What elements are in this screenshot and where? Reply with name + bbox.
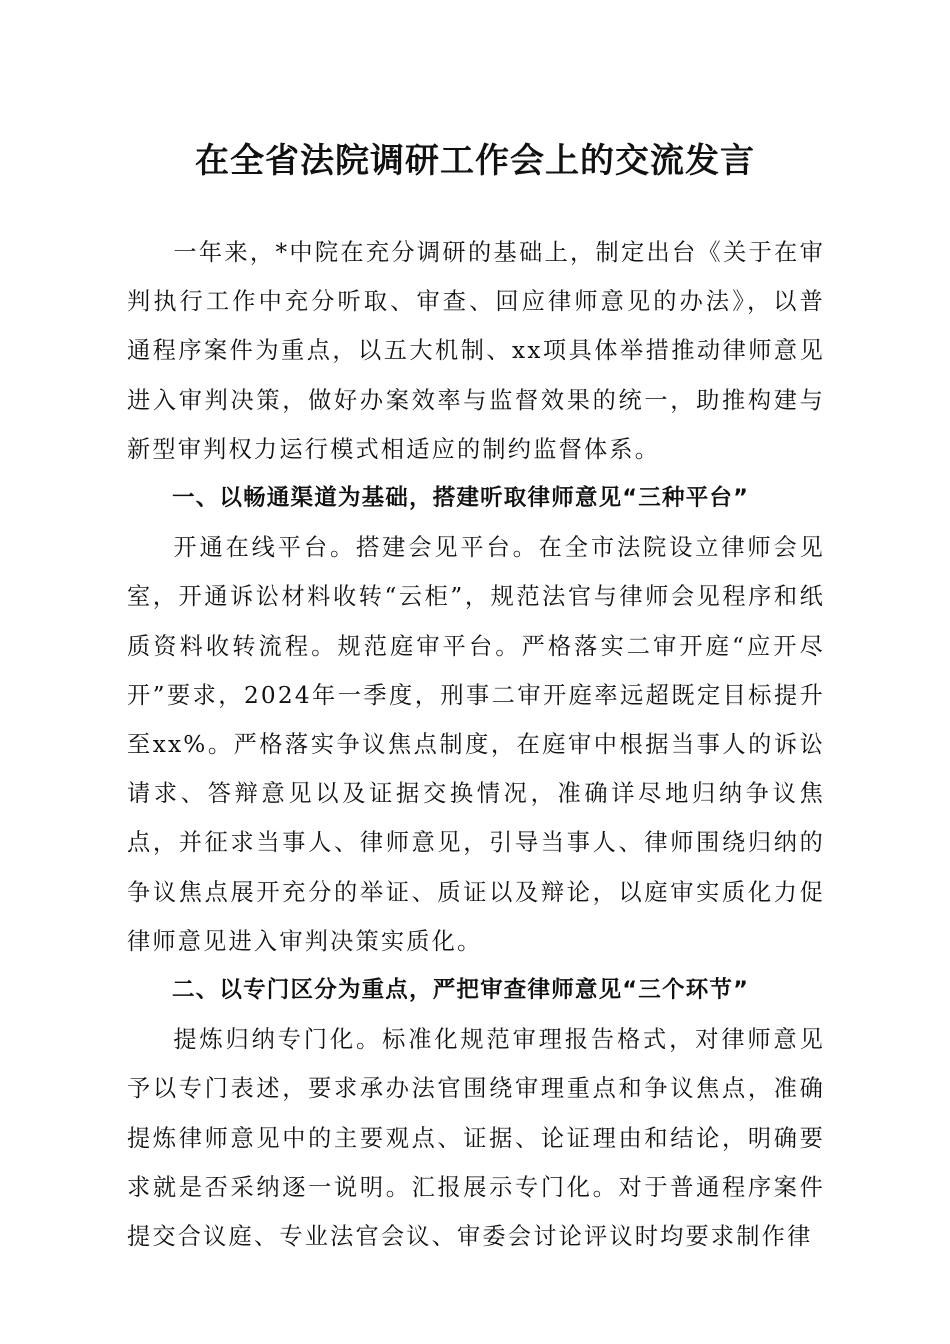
- section-paragraph-2: 提炼归纳专门化。标准化规范审理报告格式，对律师意见予以专门表述，要求承办法官围绕审理重点和争议焦点，准确提炼律师意见中的主要观点、证据、论证理由和结论，明确要求就是否采纳逐一说明。汇报展示专门化。对于普通程序案件提交合议庭、专业法官会议、审委会讨论评议时均要求制作律: [127, 1026, 825, 1251]
- document-body: [127, 228, 825, 1261]
- section-heading-2: 二、以专门区分为重点，严把审查律师意见“三个环节”: [172, 977, 750, 1004]
- section-heading-1: 一、以畅通渠道为基础，搭建听取律师意见“三种平台”: [172, 485, 750, 512]
- section-paragraph-1: 开通在线平台。搭建会见平台。在全市法院设立律师会见室，开通诉讼材料收转“云柜”，规范法官与律师会见程序和纸质资料收转流程。规范庭审平台。严格落实二审开庭“应开尽开”要求，2024年一季度，刑事二审开庭率远超既定目标提升至xx%。严格落实争议焦点制度，在庭审中根据当事人的诉讼请求、答辩意见以及证据交换情况，准确详尽地归纳争议焦点，并征求当事人、律师意见，引导当事人、律师围绕归纳的争议焦点展开充分的举证、质证以及辩论，以庭审实质化力促律师意见进入审判决策实质化。: [127, 534, 825, 955]
- intro-paragraph: 一年来，*中院在充分调研的基础上，制定出台《关于在审判执行工作中充分听取、审查、回应律师意见的办法》，以普通程序案件为重点，以五大机制、xx项具体举措推动律师意见进入审判决策，做好办案效率与监督效果的统一，助推构建与新型审判权力运行模式相适应的制约监督体系。: [127, 239, 825, 463]
- document-title: 在全省法院调研工作会上的交流发言: [195, 141, 755, 181]
